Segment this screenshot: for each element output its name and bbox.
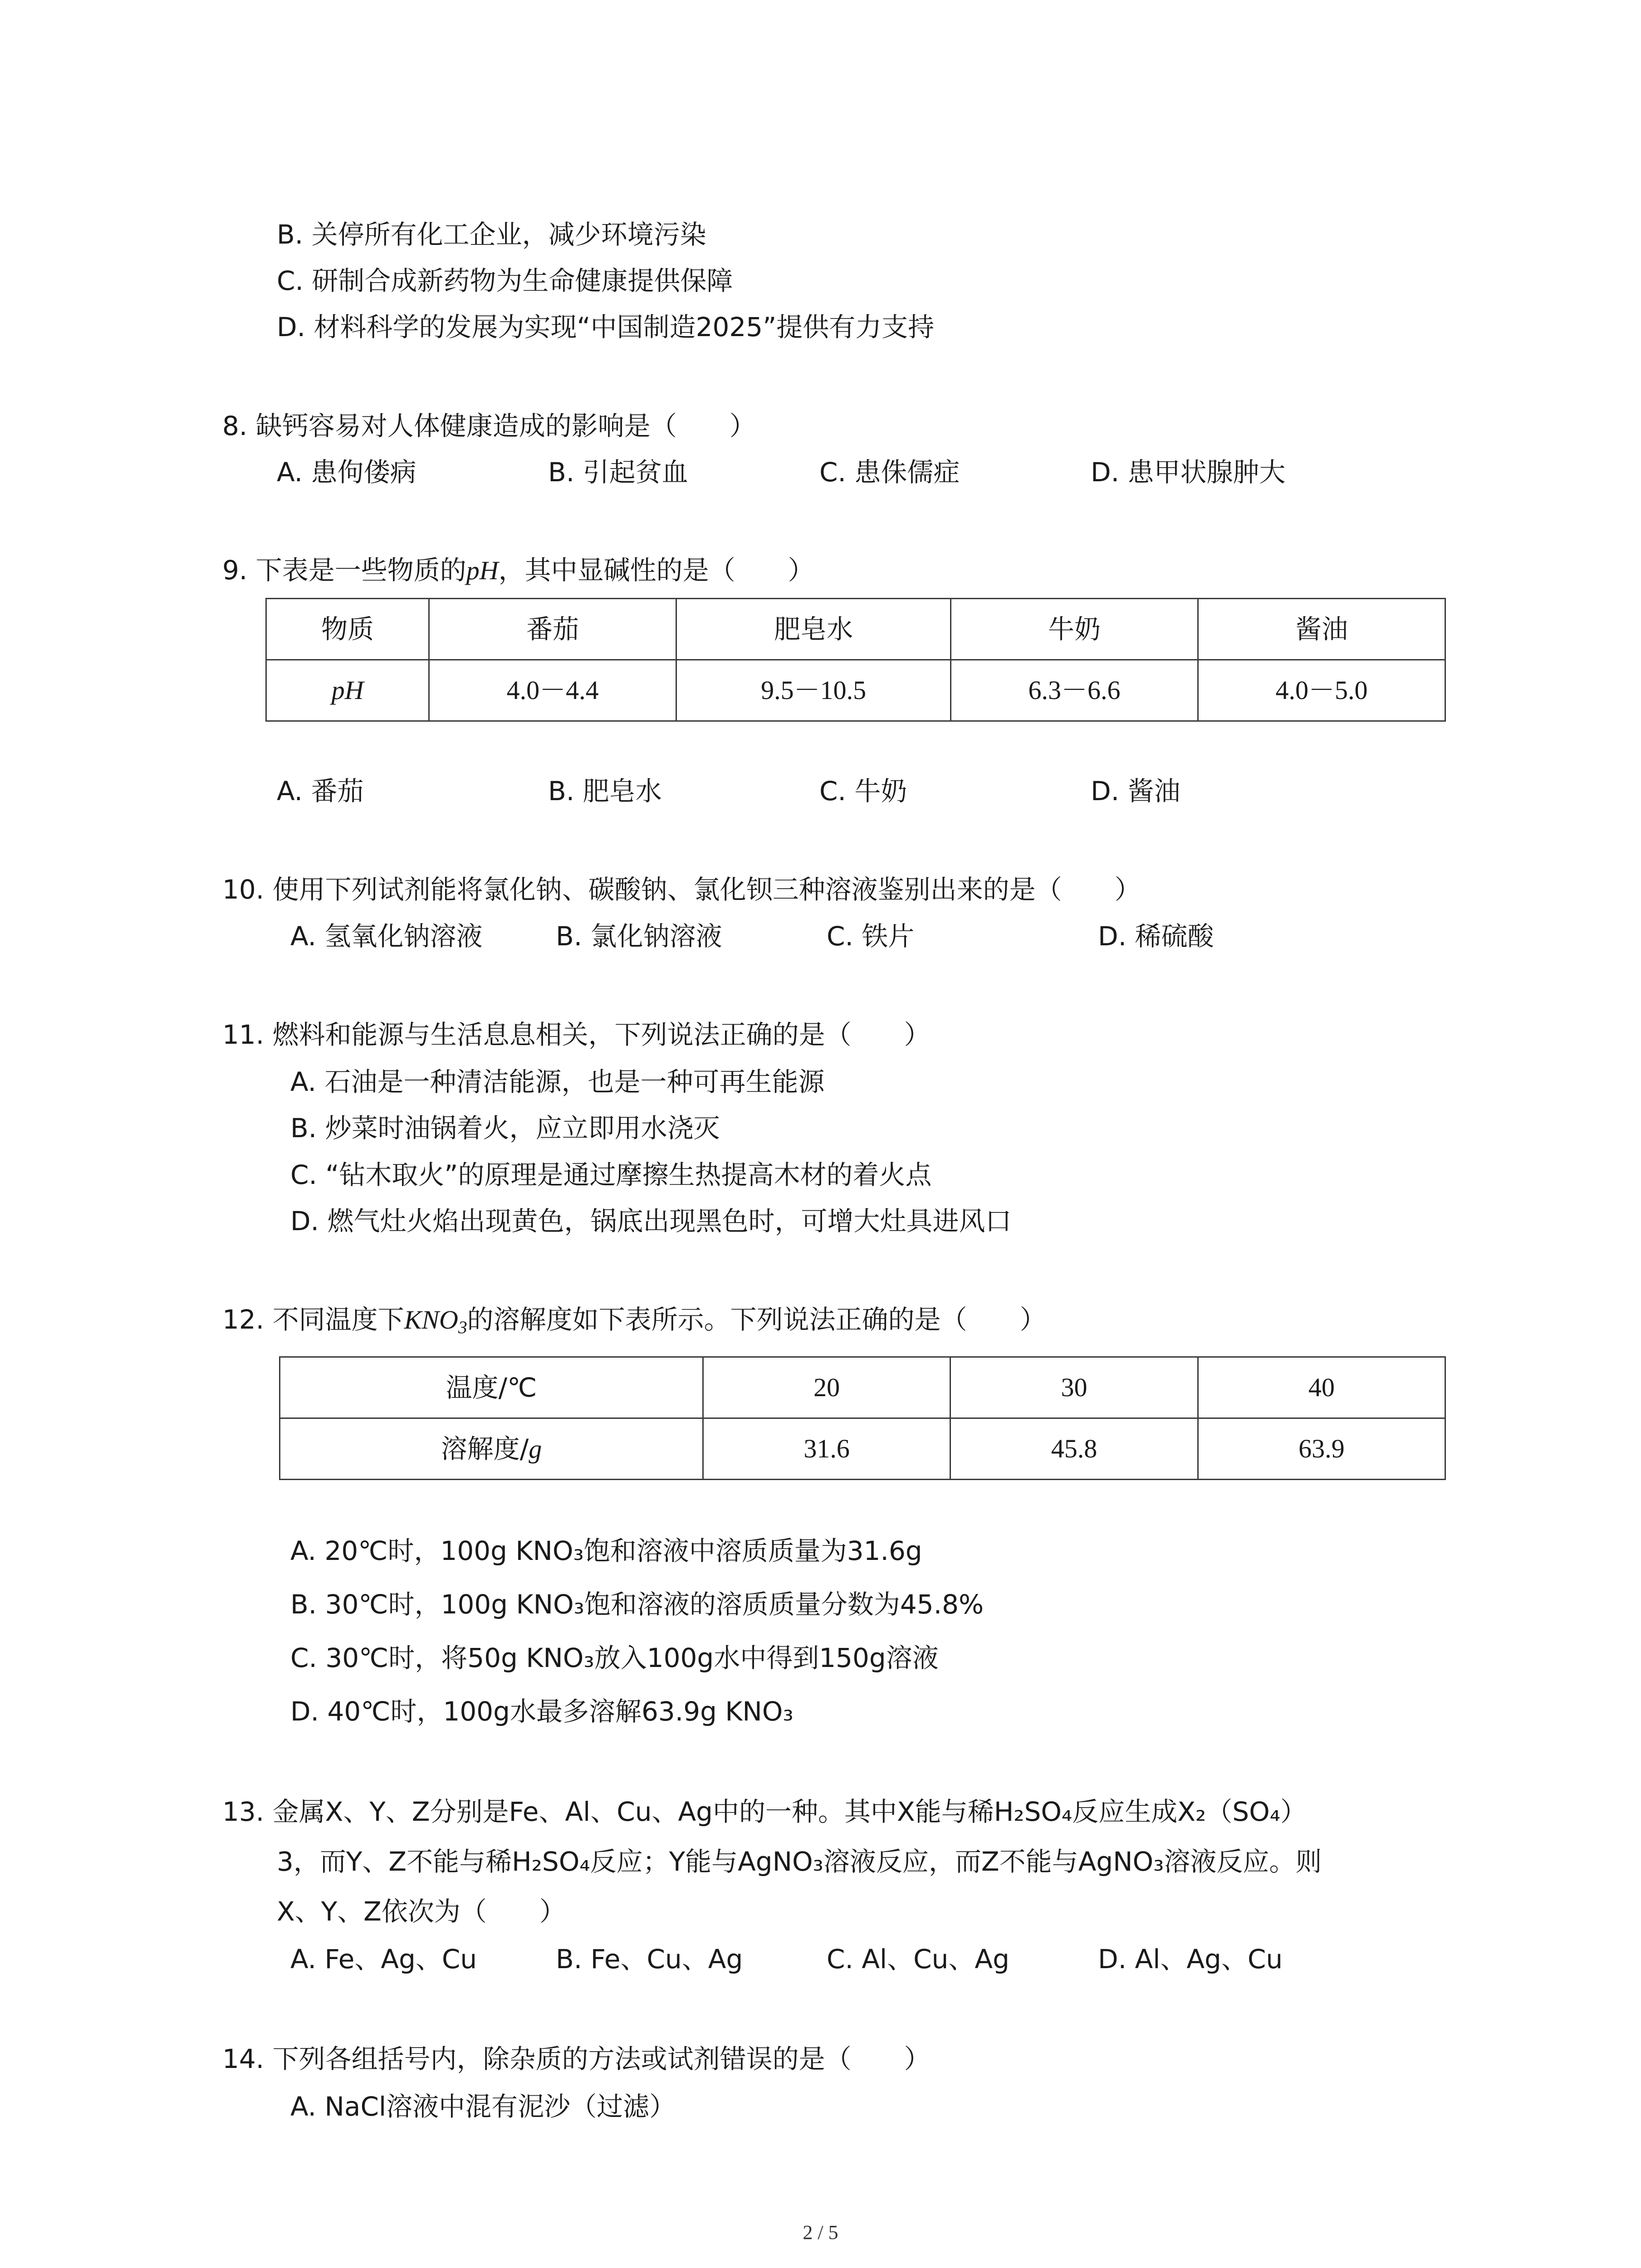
q13-line-1: 13. 金属X、Y、Z分别是Fe、Al、Cu、Ag中的一种。其中X能与稀H₂SO₄反应生成X₂（SO₄） [222, 1796, 1307, 1827]
q12-solubility-40: 63.9 [1198, 1418, 1445, 1480]
q10-option-c: C. 铁片 [827, 921, 915, 952]
q9-stem-ph: pH [466, 556, 499, 585]
q12-temp-20: 20 [703, 1357, 950, 1418]
q9-stem-text: 9. 下表是一些物质的 [222, 555, 466, 586]
q10-option-a: A. 氢氧化钠溶液 [290, 921, 483, 952]
q12-temp-30: 30 [950, 1357, 1198, 1418]
q12-solubility-table [279, 1356, 1446, 1480]
q13-line-3: X、Y、Z依次为（ ） [277, 1896, 566, 1927]
q11-option-c: C. “钻木取火”的原理是通过摩擦生热提高木材的着火点 [290, 1159, 932, 1190]
q13-option-c: C. Al、Cu、Ag [827, 1944, 1009, 1975]
q8-option-d: D. 患甲状腺肿大 [1091, 457, 1286, 488]
q7-option-d: D. 材料科学的发展为实现“中国制造2025”提供有力支持 [277, 312, 935, 342]
q11-option-d: D. 燃气灶火焰出现黄色，锅底出现黑色时，可增大灶具进风口 [290, 1206, 1012, 1237]
q8-stem: 8. 缺钙容易对人体健康造成的影响是（ ） [222, 411, 756, 441]
q9-stem-text-2: ，其中显碱性的是（ ） [498, 555, 814, 586]
q9-header-soap: 肥皂水 [676, 599, 951, 660]
q13-option-d: D. Al、Ag、Cu [1098, 1944, 1283, 1975]
q9-option-c: C. 牛奶 [819, 776, 907, 807]
q9-value-soy: 4.0－5.0 [1198, 660, 1445, 721]
q14-option-a: A. NaCl溶液中混有泥沙（过滤） [290, 2091, 676, 2122]
q9-header-milk: 牛奶 [950, 599, 1198, 660]
q12-solubility-20: 31.6 [703, 1418, 950, 1480]
q12-row2-label [280, 1418, 703, 1480]
q9-header-substance: 物质 [266, 599, 429, 660]
q12-option-a: A. 20℃时，100g KNO₃饱和溶液中溶质质量为31.6g [290, 1535, 922, 1566]
q9-value-soap: 9.5－10.5 [676, 660, 951, 721]
q12-option-c: C. 30℃时，将50g KNO₃放入100g水中得到150g溶液 [290, 1642, 939, 1673]
q7-option-b: B. 关停所有化工企业，减少环境污染 [277, 219, 706, 250]
q9-option-b: B. 肥皂水 [548, 776, 662, 807]
q9-row-label: pH [266, 660, 429, 721]
q12-solubility-30: 45.8 [950, 1418, 1198, 1480]
q13-option-b: B. Fe、Cu、Ag [556, 1944, 743, 1975]
q9-header-soy: 酱油 [1198, 599, 1445, 660]
q9-option-a: A. 番茄 [277, 776, 364, 807]
q9-ph-table [265, 598, 1446, 722]
q8-option-a: A. 患佝偻病 [277, 457, 416, 488]
q12-stem [222, 1304, 1046, 1337]
q12-stem-text-2: 的溶解度如下表所示。下列说法正确的是（ ） [467, 1304, 1046, 1335]
q14-stem: 14. 下列各组括号内，除杂质的方法或试剂错误的是（ ） [222, 2043, 931, 2074]
q12-temp-40: 40 [1198, 1357, 1445, 1418]
q10-option-d: D. 稀硫酸 [1098, 921, 1214, 952]
q8-option-c: C. 患侏儒症 [819, 457, 960, 488]
q9-header-tomato: 番茄 [429, 599, 676, 660]
q12-row2-label-unit: g [529, 1434, 542, 1464]
q11-option-a: A. 石油是一种清洁能源，也是一种可再生能源 [290, 1066, 825, 1097]
page-number: 2 / 5 [803, 2221, 838, 2244]
q9-value-milk: 6.3－6.6 [950, 660, 1198, 721]
q9-value-tomato: 4.0－4.4 [429, 660, 676, 721]
q12-stem-formula: $KNO_3$ [404, 1305, 467, 1337]
q11-option-b: B. 炒菜时油锅着火，应立即用水浇灭 [290, 1113, 720, 1144]
q12-row2-label-text: 溶解度/ [441, 1433, 529, 1464]
q9-stem [222, 557, 814, 584]
q12-option-d: D. 40℃时，100g水最多溶解63.9g KNO₃ [290, 1696, 794, 1727]
q13-option-a: A. Fe、Ag、Cu [290, 1944, 477, 1975]
q7-option-c: C. 研制合成新药物为生命健康提供保障 [277, 265, 733, 296]
q11-stem: 11. 燃料和能源与生活息息相关，下列说法正确的是（ ） [222, 1019, 931, 1050]
q10-stem: 10. 使用下列试剂能将氯化钠、碳酸钠、氯化钡三种溶液鉴别出来的是（ ） [222, 874, 1141, 905]
q12-row1-label: 温度/℃ [280, 1357, 703, 1418]
q12-stem-text: 12. 不同温度下 [222, 1304, 404, 1335]
q10-option-b: B. 氯化钠溶液 [556, 921, 722, 952]
q13-line-2: 3，而Y、Z不能与稀H₂SO₄反应；Y能与AgNO₃溶液反应，而Z不能与AgNO₃溶液反应。则 [277, 1846, 1322, 1877]
q9-option-d: D. 酱油 [1091, 776, 1181, 807]
q8-option-b: B. 引起贫血 [548, 457, 688, 488]
q12-option-b: B. 30℃时，100g KNO₃饱和溶液的溶质质量分数为45.8% [290, 1589, 984, 1620]
